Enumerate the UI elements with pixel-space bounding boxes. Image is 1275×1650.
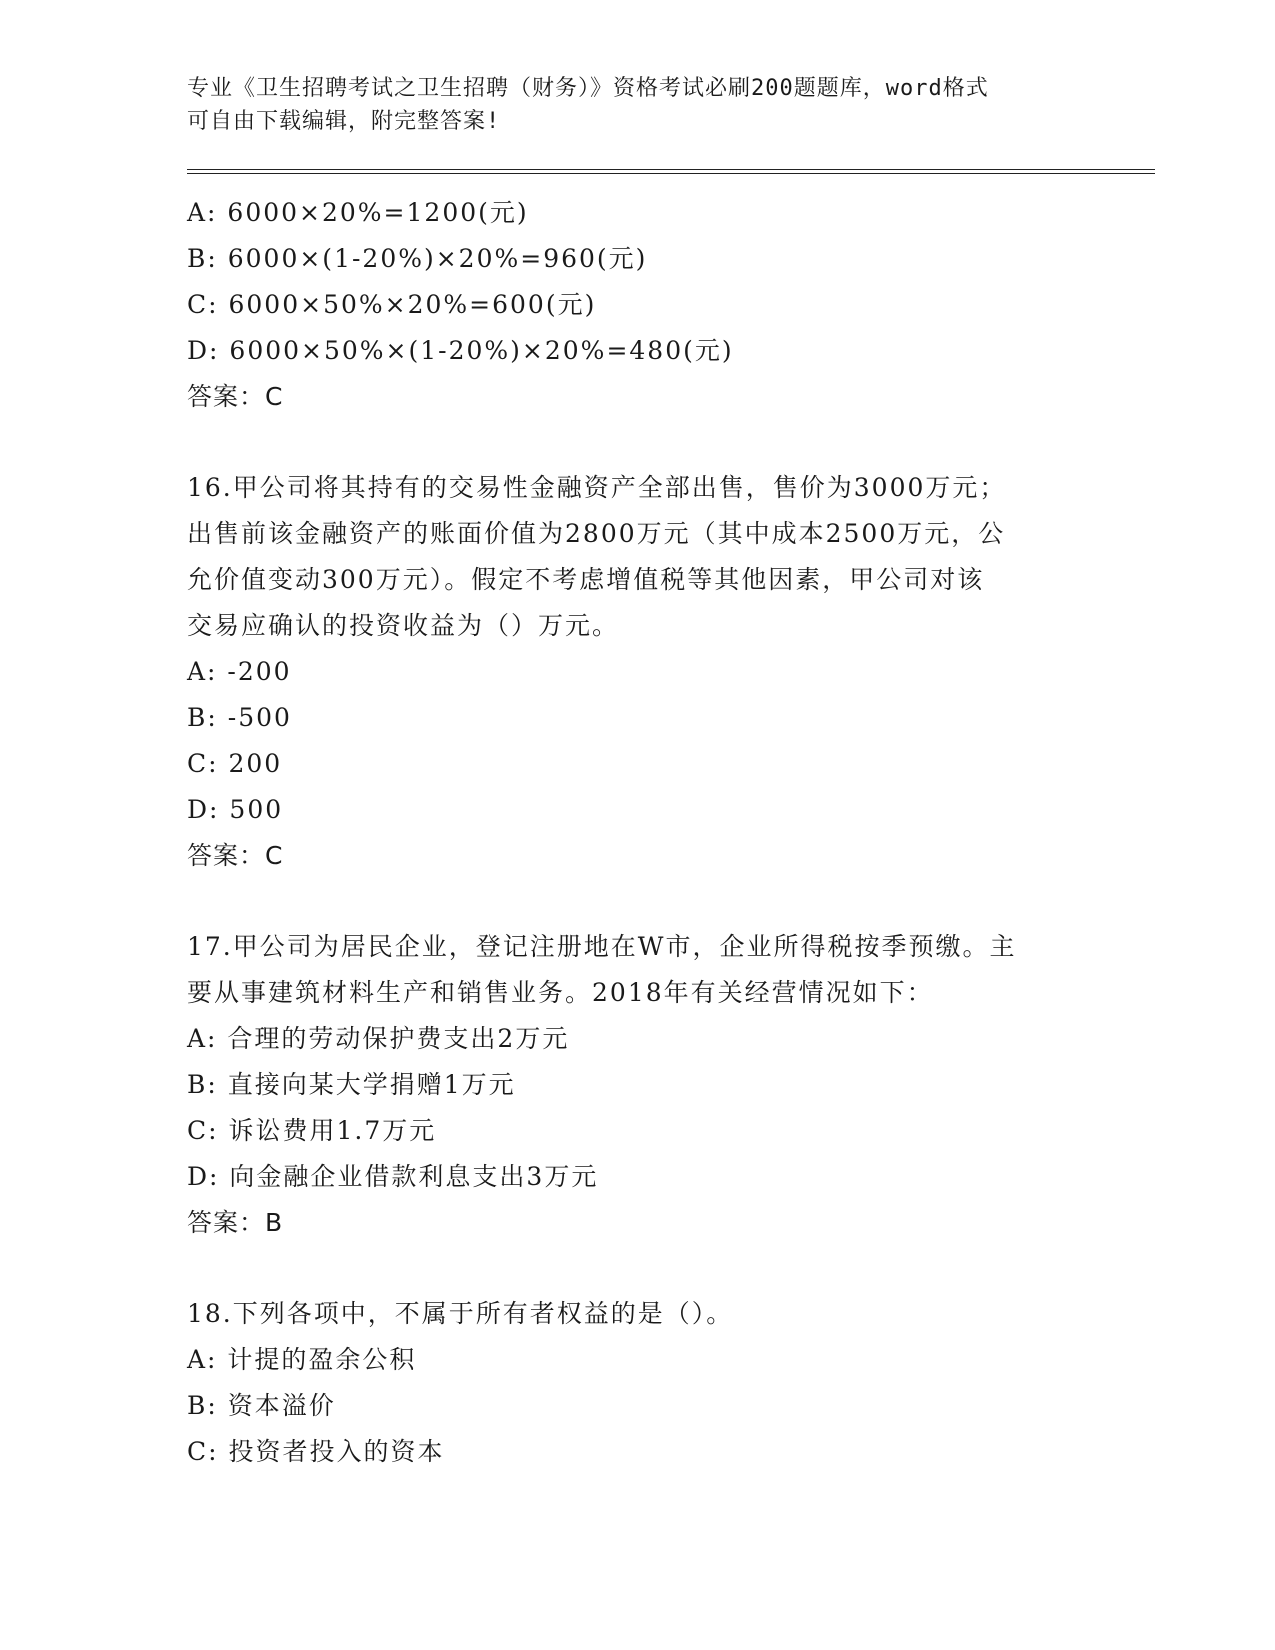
- option-c: C: 诉讼费用1.7万元: [187, 1116, 437, 1145]
- spacer: [187, 420, 1087, 465]
- header-rule-bottom: [187, 173, 1155, 174]
- header-line-2: 可自由下载编辑，附完整答案!: [187, 109, 501, 134]
- option-c: C: 投资者投入的资本: [187, 1437, 445, 1466]
- document-header: [187, 72, 1087, 138]
- option-d: D: 向金融企业借款利息支出3万元: [187, 1162, 599, 1191]
- header-line-1: 专业《卫生招聘考试之卫生招聘（财务）》资格考试必刷200题题库，word格式: [187, 76, 989, 101]
- question-stem: 16.甲公司将其持有的交易性金融资产全部出售，售价为3000万元；: [187, 473, 1007, 502]
- question-stem: 交易应确认的投资收益为（）万元。: [187, 611, 620, 640]
- answer-line: 答案：C: [187, 841, 284, 870]
- option-b: B: 直接向某大学捐赠1万元: [187, 1070, 516, 1099]
- answer-line: 答案：B: [187, 1208, 284, 1237]
- question-stem: 17.甲公司为居民企业，登记注册地在W市，企业所得税按季预缴。主: [187, 932, 1017, 961]
- option-a: A: 6000×20%=1200(元): [187, 198, 529, 227]
- option-a: A: 合理的劳动保护费支出2万元: [187, 1024, 570, 1053]
- option-a: A: -200: [187, 657, 292, 686]
- question-16: [187, 465, 1087, 879]
- option-c: C: 200: [187, 749, 283, 778]
- spacer: [187, 1246, 1087, 1291]
- option-d: D: 6000×50%×(1-20%)×20%=480(元): [187, 336, 734, 365]
- answer-line: 答案：C: [187, 382, 284, 411]
- question-stem: 允价值变动300万元）。假定不考虑增值税等其他因素，甲公司对该: [187, 565, 985, 594]
- option-b: B: -500: [187, 703, 292, 732]
- question-stem: 要从事建筑材料生产和销售业务。2018年有关经营情况如下：: [187, 978, 934, 1007]
- option-b: B: 6000×(1-20%)×20%=960(元): [187, 244, 648, 273]
- option-c: C: 6000×50%×20%=600(元): [187, 290, 597, 319]
- option-b: B: 资本溢价: [187, 1391, 336, 1420]
- question-15: [187, 190, 1087, 420]
- question-stem: 出售前该金融资产的账面价值为2800万元（其中成本2500万元，公: [187, 519, 1006, 548]
- question-stem: 18.下列各项中，不属于所有者权益的是（）。: [187, 1299, 734, 1328]
- option-a: A: 计提的盈余公积: [187, 1345, 417, 1374]
- question-18: [187, 1291, 1087, 1475]
- document-content: [187, 190, 1087, 1475]
- option-d: D: 500: [187, 795, 284, 824]
- question-17: [187, 924, 1087, 1246]
- header-rule-top: [187, 169, 1155, 170]
- spacer: [187, 879, 1087, 924]
